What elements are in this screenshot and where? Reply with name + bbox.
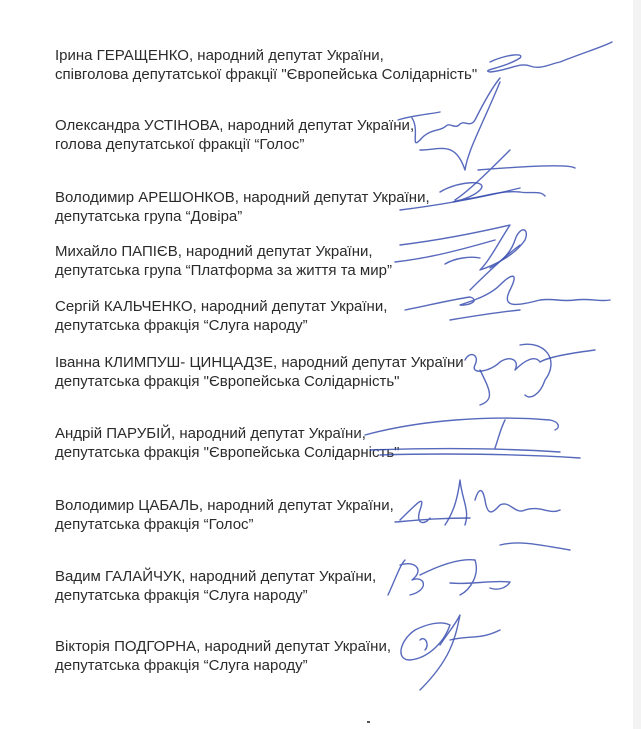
signatory-name-line: Андрій ПАРУБІЙ, народний депутат України, (55, 425, 366, 442)
signatory-kalchenko (55, 297, 387, 335)
signature-kalchenko (405, 245, 610, 320)
signatory-faction-line: депутатська група “Довіра” (55, 208, 243, 225)
signatory-ustinova (55, 116, 414, 154)
signature-tsabal (395, 480, 560, 525)
signatory-papiev (55, 242, 392, 280)
signatory-gerashchenko (55, 46, 477, 84)
signatory-name-line: Володимир АРЕШОНКОВ, народний депутат України, (55, 189, 430, 206)
signatory-podhorna (55, 637, 391, 675)
signatory-faction-line: депутатська фракція “Слуга народу” (55, 317, 308, 334)
signatory-faction-line: депутатська фракція “Слуга народу” (55, 657, 308, 674)
signature-podhorna (401, 615, 500, 690)
signatory-faction-line: депутатська фракція “Голос” (55, 516, 254, 533)
signatory-faction-line: співголова депутатської фракції "Європейська Солідарність" (55, 66, 478, 83)
signatory-klympush-tsyntsadze (55, 353, 464, 391)
signatory-faction-line: голова депутатської фракції “Голос” (55, 136, 305, 153)
signatory-name-line: Вікторія ПОДГОРНА, народний депутат України, (55, 638, 391, 655)
page-edge (633, 0, 641, 729)
signatory-parubiy (55, 424, 399, 462)
signatory-areshonkov (55, 188, 430, 226)
signature-klympush-tsyntsadze (465, 344, 595, 405)
signatory-faction-line: депутатська фракція “Слуга народу” (55, 587, 308, 604)
signatory-name-line: Іванна КЛИМПУШ- ЦИНЦАДЗЕ, народний депутат України (55, 354, 464, 371)
signatory-name-line: Сергій КАЛЬЧЕНКО, народний депутат України, (55, 298, 388, 315)
signature-gerashchenko (488, 42, 612, 72)
signature-papiev (395, 225, 526, 270)
signatory-name-line: Вадим ГАЛАЙЧУК, народний депутат України, (55, 568, 377, 585)
signatory-tsabal (55, 496, 394, 534)
signatory-name-line: Ірина ГЕРАЩЕНКО, народний депутат України, (55, 47, 384, 64)
signatory-name-line: Володимир ЦАБАЛЬ, народний депутат України, (55, 497, 394, 514)
signature-halaichuk (388, 543, 570, 595)
signatory-halaichuk (55, 567, 376, 605)
signatory-name-line: Олександра УСТІНОВА, народний депутат України, (55, 117, 415, 134)
signatory-faction-line: депутатська фракція "Європейська Солідарність" (55, 373, 400, 390)
signatory-name-line: Михайло ПАПІЄВ, народний депутат України, (55, 243, 373, 260)
signatory-faction-line: депутатська фракція "Європейська Солідарність" (55, 444, 400, 461)
stray-mark (367, 721, 370, 723)
signatory-faction-line: депутатська група “Платформа за життя та мир” (55, 262, 392, 279)
